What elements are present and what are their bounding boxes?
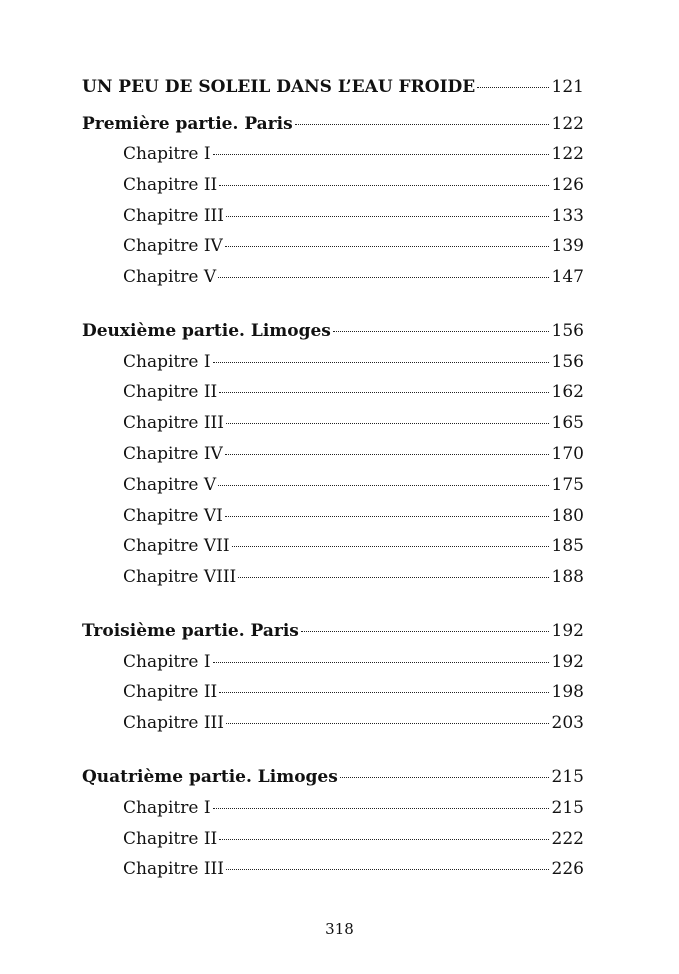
toc-part-entry[interactable] [82,766,584,788]
toc-chapter-entry[interactable] [82,712,584,734]
toc-entry-label: Quatrième partie. Limoges [82,767,338,787]
toc-entry-page: 226 [551,859,584,879]
toc-chapter-entry[interactable] [82,651,584,673]
toc-chapter-entry[interactable] [82,858,584,880]
toc-entry-label: Troisième partie. Paris [82,621,299,641]
toc-entry-page: 139 [551,236,584,256]
toc-entry-page: 185 [551,536,584,556]
toc-entry-page: 126 [551,175,584,195]
dot-leader [333,331,549,332]
dot-leader [213,662,549,663]
dot-leader [219,185,548,186]
toc-entry-page: 162 [551,382,584,402]
dot-leader [238,577,548,578]
dot-leader [219,392,548,393]
toc-chapter-entry[interactable] [82,381,584,403]
toc-entry-label: Chapitre I [123,652,211,672]
toc-entry-page: 215 [551,798,584,818]
toc-entry-label: Chapitre IV [123,236,223,256]
toc-entry-page: 215 [551,767,584,787]
toc-chapter-entry[interactable] [82,505,584,527]
toc-entry-label: Chapitre II [123,382,218,402]
dot-leader [219,839,548,840]
toc-entry-page: 198 [551,682,584,702]
toc-entry-label: Chapitre I [123,352,211,372]
toc-entry-page: 165 [551,413,584,433]
toc-entry-label: Première partie. Paris [82,114,293,134]
dot-leader [213,362,549,363]
dot-leader [225,246,549,247]
toc-part-entry[interactable] [82,320,584,342]
toc-entry-page: 156 [551,321,584,341]
toc-entry-page: 188 [551,567,584,587]
toc-entry-page: 180 [551,506,584,526]
toc-chapter-entry[interactable] [82,566,584,588]
toc-chapter-entry[interactable] [82,797,584,819]
toc-chapter-entry[interactable] [82,443,584,465]
toc-entry-label: Chapitre V [123,267,217,287]
toc-chapter-entry[interactable] [82,235,584,257]
toc-entry-page: 203 [551,713,584,733]
toc-chapter-entry[interactable] [82,681,584,703]
toc-entry-page: 170 [551,444,584,464]
toc-chapter-entry[interactable] [82,351,584,373]
toc-chapter-entry[interactable] [82,143,584,165]
dot-leader [218,485,548,486]
toc-entry-label: Chapitre II [123,682,218,702]
dot-leader [477,87,548,88]
toc-chapter-entry[interactable] [82,205,584,227]
toc-entry-page: 192 [551,621,584,641]
dot-leader [340,777,549,778]
toc-part-entry[interactable] [82,113,584,135]
toc-chapter-entry[interactable] [82,266,584,288]
toc-entry-label: Chapitre VIII [123,567,237,587]
toc-entry-label: Chapitre II [123,829,218,849]
toc-chapter-entry[interactable] [82,174,584,196]
toc-entry-page: 147 [551,267,584,287]
toc-entry-label: Chapitre III [123,206,224,226]
dot-leader [225,454,549,455]
toc-entry-label: UN PEU DE SOLEIL DANS L’EAU FROIDE [82,77,476,97]
toc-entry-label: Chapitre VI [123,506,223,526]
toc-entry-label: Chapitre III [123,413,224,433]
dot-leader [232,546,549,547]
toc-entry-label: Chapitre I [123,798,211,818]
dot-leader [213,154,549,155]
toc-chapter-entry[interactable] [82,474,584,496]
dot-leader [213,808,549,809]
dot-leader [226,869,549,870]
dot-leader [218,277,548,278]
toc-entry-page: 156 [551,352,584,372]
dot-leader [225,516,549,517]
dot-leader [226,723,549,724]
toc-part-entry[interactable] [82,620,584,642]
toc-entry-label: Chapitre VII [123,536,230,556]
toc-chapter-entry[interactable] [82,535,584,557]
toc-entry-label: Deuxième partie. Limoges [82,321,331,341]
dot-leader [301,631,549,632]
toc-entry-page: 175 [551,475,584,495]
toc-chapter-entry[interactable] [82,828,584,850]
toc-entry-page: 122 [551,144,584,164]
dot-leader [226,216,549,217]
toc-entry-page: 122 [551,114,584,134]
toc-entry-page: 133 [551,206,584,226]
dot-leader [219,692,548,693]
dot-leader [295,124,549,125]
toc-entry-page: 121 [551,77,584,97]
toc-entry-label: Chapitre V [123,475,217,495]
toc-entry-page: 222 [551,829,584,849]
toc-entry-label: Chapitre III [123,859,224,879]
toc-entry-label: Chapitre II [123,175,218,195]
toc-entry-label: Chapitre IV [123,444,223,464]
toc-entry-page: 192 [551,652,584,672]
toc-title-entry[interactable] [82,76,584,98]
toc-entry-label: Chapitre I [123,144,211,164]
dot-leader [226,423,549,424]
page-number: 318 [325,920,354,938]
toc-chapter-entry[interactable] [82,412,584,434]
toc-entry-label: Chapitre III [123,713,224,733]
